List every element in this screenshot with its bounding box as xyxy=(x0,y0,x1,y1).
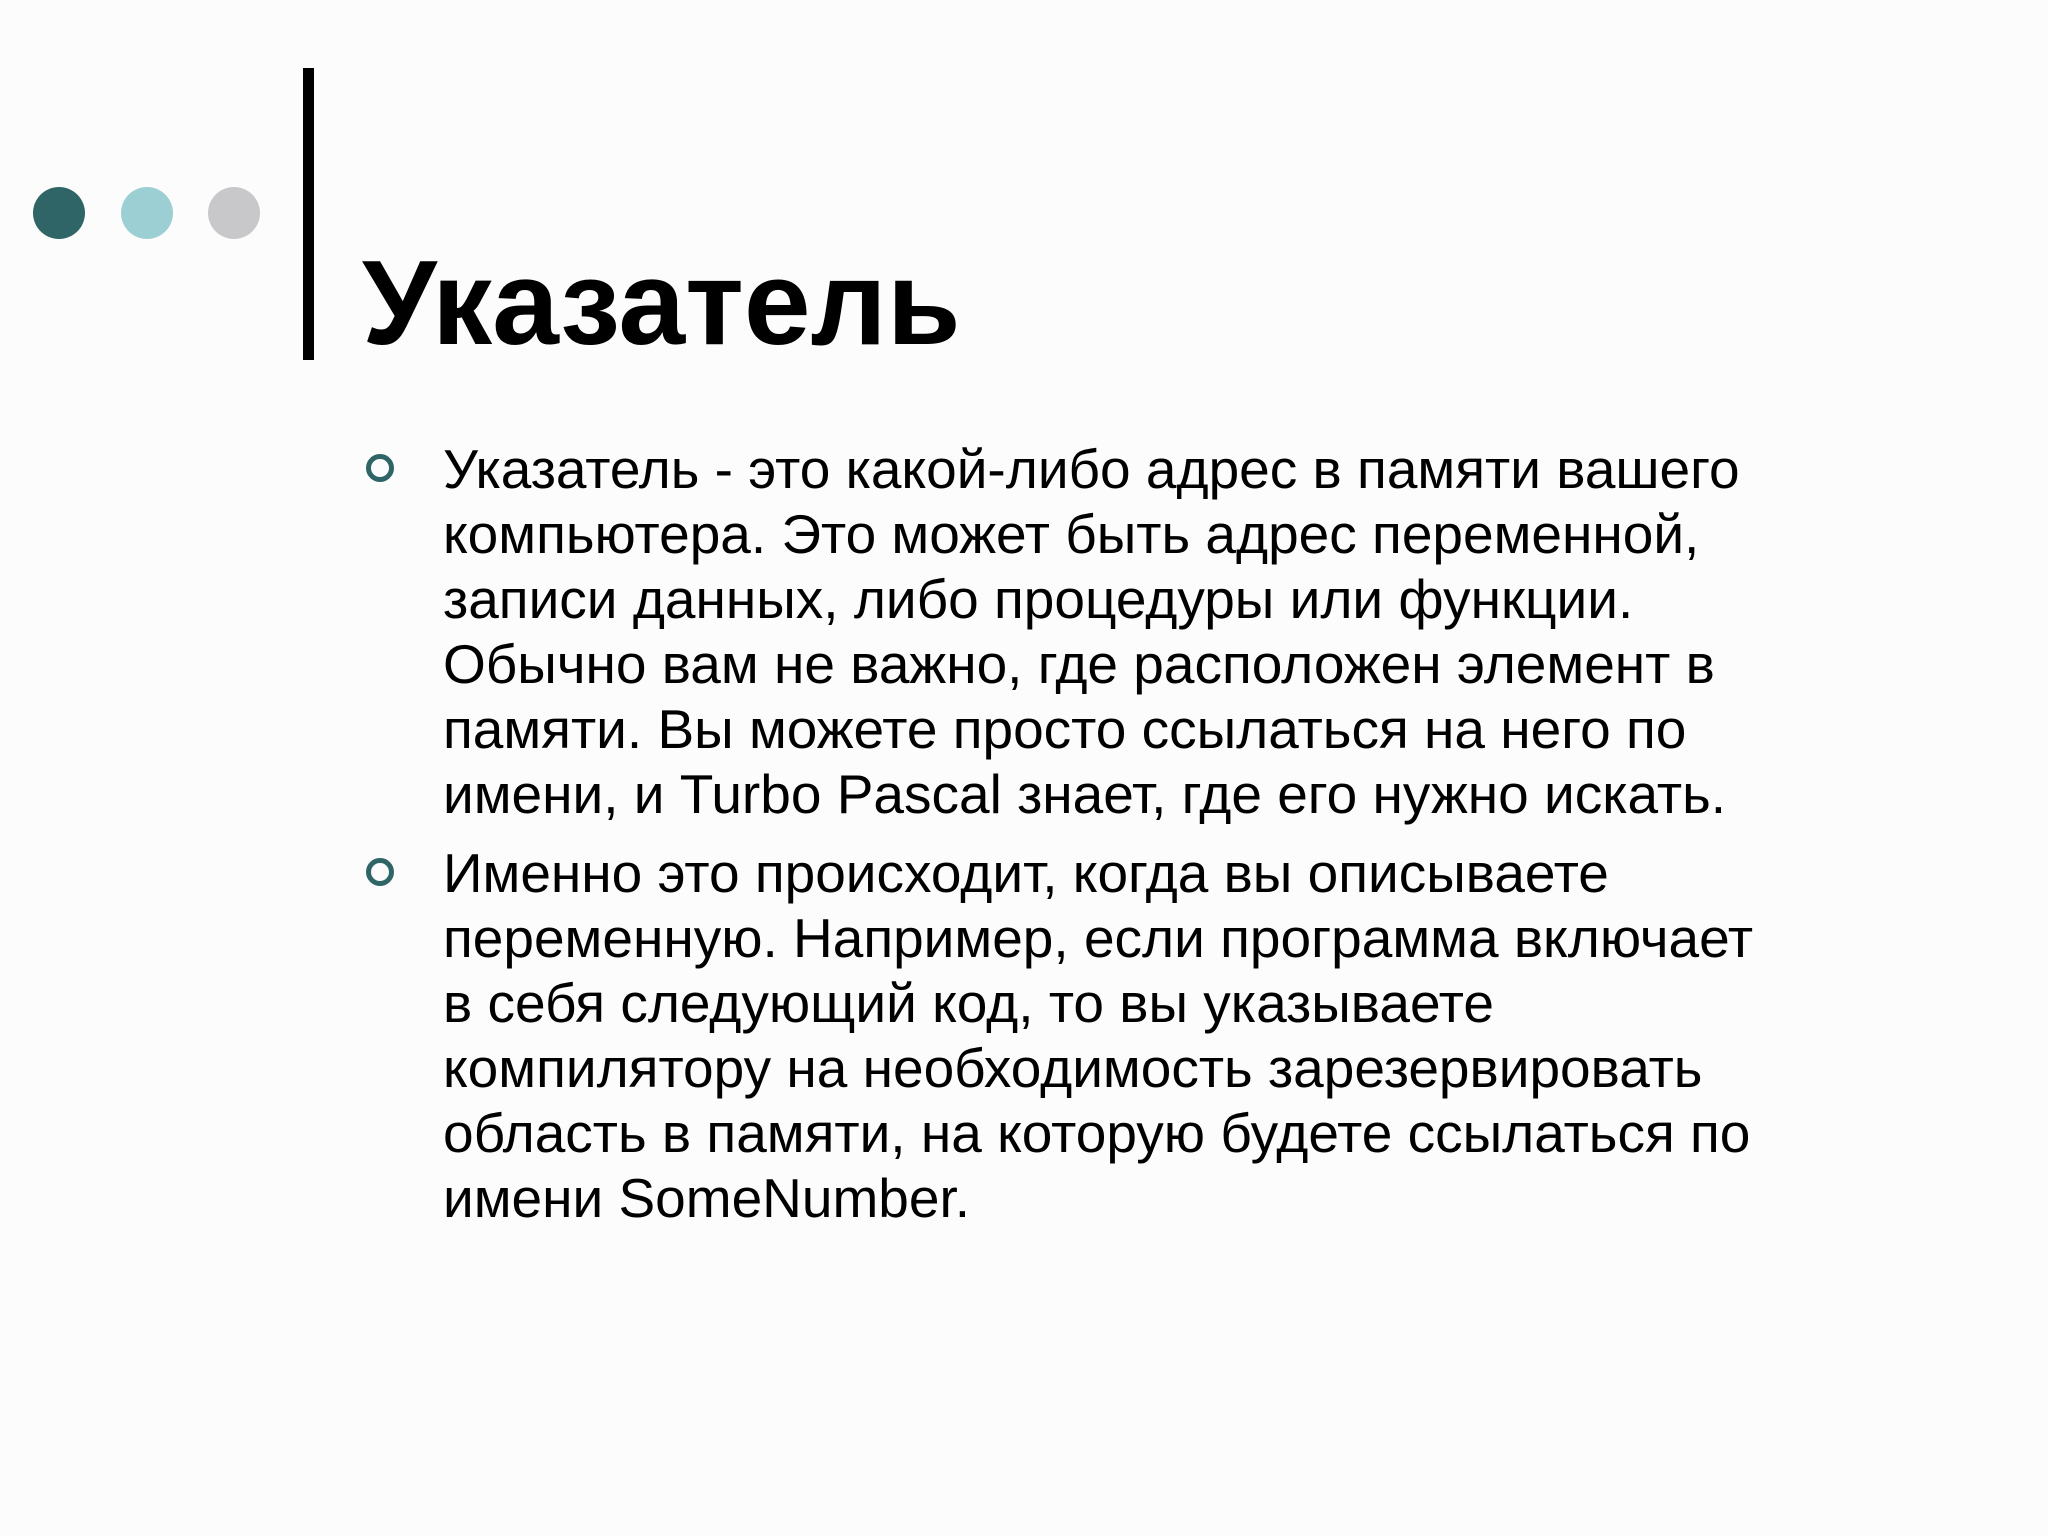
bullet-text: Указатель - это какой-либо адрес в памяти вашего компьютера. Это может быть адрес переменной, записи данных, либо процедуры или функции. Обычно вам не важно, где расположен элемент в памяти. Вы можете просто ссылаться на него по имени, и Turbo Pascal знает, где его нужно искать. xyxy=(443,438,1740,825)
title-divider xyxy=(303,68,314,360)
bullet-text: Именно это происходит, когда вы описываете переменную. Например, если программа включает в себя следующий код, то вы указываете компилятору на необходимость зарезервировать область в памяти, на которую будете ссылаться по имени SomeNumber. xyxy=(443,842,1754,1229)
light-teal-dot-icon xyxy=(121,187,173,239)
bullet-item xyxy=(366,437,1886,827)
hollow-circle-bullet-icon xyxy=(366,454,394,482)
dark-teal-dot-icon xyxy=(33,187,85,239)
bullet-list xyxy=(366,437,1886,1245)
slide-title: Указатель xyxy=(362,236,961,371)
bullet-item xyxy=(366,841,1886,1231)
hollow-circle-bullet-icon xyxy=(366,858,394,886)
gray-dot-icon xyxy=(208,187,260,239)
